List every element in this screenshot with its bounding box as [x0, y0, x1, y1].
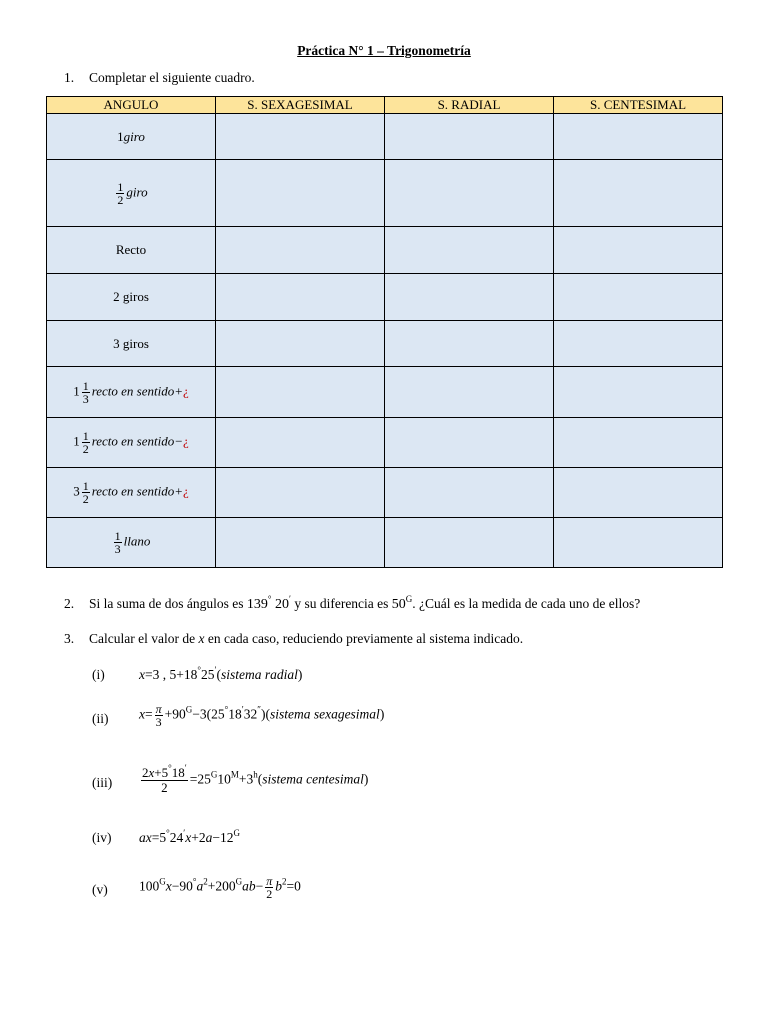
centesimal-cell[interactable]	[554, 321, 723, 367]
sexagesimal-cell[interactable]	[216, 274, 385, 321]
question-2-text-c: . ¿Cuál es la medida de cada uno de ellos?	[412, 596, 641, 611]
angle-suffix: ¿	[183, 483, 189, 499]
angle-cell	[47, 418, 216, 468]
question-3-text	[89, 631, 523, 647]
equation-iv: $ax=5^\circ 24'x+2a-12^G$	[139, 828, 240, 845]
angle-suffix: ¿	[183, 433, 189, 449]
question-3-var: x	[198, 631, 205, 646]
angle-label: giro	[123, 128, 145, 144]
sexagesimal-cell[interactable]	[216, 160, 385, 227]
question-2-text-a: Si la suma de dos ángulos es	[89, 596, 247, 611]
radial-cell[interactable]	[385, 227, 554, 274]
centesimal-cell[interactable]	[554, 468, 723, 518]
equation-v: $100^Gx-90^\circ a^2+200^Gab-$ $\frac{\pi}{2}$ $b^2=0$	[139, 874, 301, 901]
radial-cell[interactable]	[385, 114, 554, 160]
diff-unit: G	[405, 594, 413, 604]
fraction-numerator: 1	[82, 479, 89, 493]
question-3-text-b: en cada caso, reduciendo previamente al sistema indicado.	[204, 631, 524, 646]
diff-angle	[391, 594, 413, 612]
angle-cell	[47, 518, 216, 568]
centesimal-cell[interactable]	[554, 114, 723, 160]
sexagesimal-cell[interactable]	[216, 227, 385, 274]
item-label-i: (i)	[92, 667, 105, 682]
item-label-v: (v)	[92, 882, 108, 897]
angle-label: 2 giros	[113, 289, 149, 304]
sexagesimal-cell[interactable]	[216, 367, 385, 418]
angle-fraction	[82, 480, 90, 505]
header-radial: S. RADIAL	[385, 97, 554, 114]
sum-minutes: 20	[274, 597, 289, 612]
angle-label: recto en sentido−	[91, 433, 184, 449]
header-angulo: ANGULO	[47, 97, 216, 114]
table-header-row	[47, 97, 723, 114]
angle-fraction	[82, 380, 90, 405]
table-row	[47, 418, 723, 468]
page-title: Práctica N° 1 – Trigonometría	[297, 43, 471, 58]
angle-label: 3 giros	[113, 335, 149, 351]
fraction-numerator: 1	[82, 378, 89, 393]
item-label-ii: (ii)	[92, 711, 109, 726]
sexagesimal-cell[interactable]	[216, 321, 385, 367]
table-row	[47, 367, 723, 418]
radial-cell[interactable]	[385, 418, 554, 468]
radial-cell[interactable]	[385, 468, 554, 518]
angle-label: llano	[123, 533, 151, 549]
radial-cell[interactable]	[385, 321, 554, 367]
sexagesimal-cell[interactable]	[216, 418, 385, 468]
centesimal-cell[interactable]	[554, 160, 723, 227]
centesimal-cell[interactable]	[554, 227, 723, 274]
question-1-number: 1.	[64, 70, 75, 85]
fraction-denominator: 2	[82, 492, 89, 506]
angle-cell	[47, 367, 216, 418]
equation-ii: x= $\frac{\pi}{3}$ $+90^G-3(25^\circ 18'32'')(sistema$ sexagesimal)	[139, 702, 385, 729]
equation-i: x=3 , 5+18°25′(sistema radial)	[139, 665, 303, 682]
angle-table	[46, 96, 723, 568]
angle-cell	[47, 274, 216, 321]
header-sexagesimal: S. SEXAGESIMAL	[216, 97, 385, 114]
sexagesimal-cell[interactable]	[216, 114, 385, 160]
fraction-numerator: 1	[114, 529, 121, 543]
table-row	[47, 114, 723, 160]
fraction-numerator: 1	[82, 429, 89, 443]
sexagesimal-cell[interactable]	[216, 468, 385, 518]
radial-cell[interactable]	[385, 518, 554, 568]
angle-label: recto en sentido+	[91, 382, 184, 398]
centesimal-cell[interactable]	[554, 518, 723, 568]
diff-value: 50	[391, 597, 406, 612]
centesimal-cell[interactable]	[554, 274, 723, 321]
fraction-denominator: 3	[114, 542, 121, 556]
angle-suffix: ¿	[183, 382, 189, 398]
question-3-text-a: Calcular el valor de	[89, 631, 199, 646]
fraction-numerator: 1	[117, 179, 124, 194]
angle-cell	[47, 227, 216, 274]
table-row	[47, 274, 723, 321]
radial-cell[interactable]	[385, 160, 554, 227]
fraction-denominator: 2	[82, 442, 89, 456]
angle-cell	[47, 468, 216, 518]
equation-iii: $\frac{2x+5^\circ 18'}{2}$ $=25^G10^M+3^h(sistema$ centesimal)	[142, 763, 369, 795]
angle-fraction	[116, 181, 124, 206]
fraction-denominator: 2	[117, 192, 124, 207]
question-2-text	[89, 596, 640, 613]
angle-label: giro	[126, 183, 148, 199]
header-centesimal: S. CENTESIMAL	[554, 97, 723, 114]
item-label-iv: (iv)	[92, 830, 112, 845]
question-1-text: Completar el siguiente cuadro.	[89, 70, 255, 85]
table-row	[47, 518, 723, 568]
angle-cell	[47, 160, 216, 227]
equation-iii-system: sistema centesimal	[262, 771, 364, 787]
sum-degrees: 139	[246, 597, 268, 612]
equation-i-system: sistema radial	[220, 667, 298, 682]
angle-whole: 1	[73, 382, 80, 398]
equation-ii-system: sistema sexagesimal	[269, 706, 380, 722]
angle-cell	[47, 321, 216, 367]
centesimal-cell[interactable]	[554, 418, 723, 468]
angle-cell	[47, 114, 216, 160]
radial-cell[interactable]	[385, 367, 554, 418]
angle-fraction	[82, 430, 90, 455]
question-3-number: 3.	[64, 631, 75, 646]
fraction-denominator: 3	[82, 391, 89, 406]
angle-fraction	[114, 530, 122, 555]
table-row	[47, 468, 723, 518]
question-2-number: 2.	[64, 596, 75, 611]
angle-label: recto en sentido+	[91, 483, 184, 499]
angle-whole: 1	[73, 433, 80, 449]
angle-whole: 1	[117, 128, 124, 144]
question-2-text-b: y su diferencia es	[290, 596, 392, 611]
angle-whole: 3	[73, 483, 80, 499]
sexagesimal-cell[interactable]	[216, 518, 385, 568]
radial-cell[interactable]	[385, 274, 554, 321]
table-row	[47, 321, 723, 367]
table-row	[47, 160, 723, 227]
centesimal-cell[interactable]	[554, 367, 723, 418]
item-label-iii: (iii)	[92, 775, 113, 790]
angle-label: Recto	[115, 242, 147, 257]
table-row	[47, 227, 723, 274]
sum-angle: 139° 20′	[246, 594, 291, 612]
